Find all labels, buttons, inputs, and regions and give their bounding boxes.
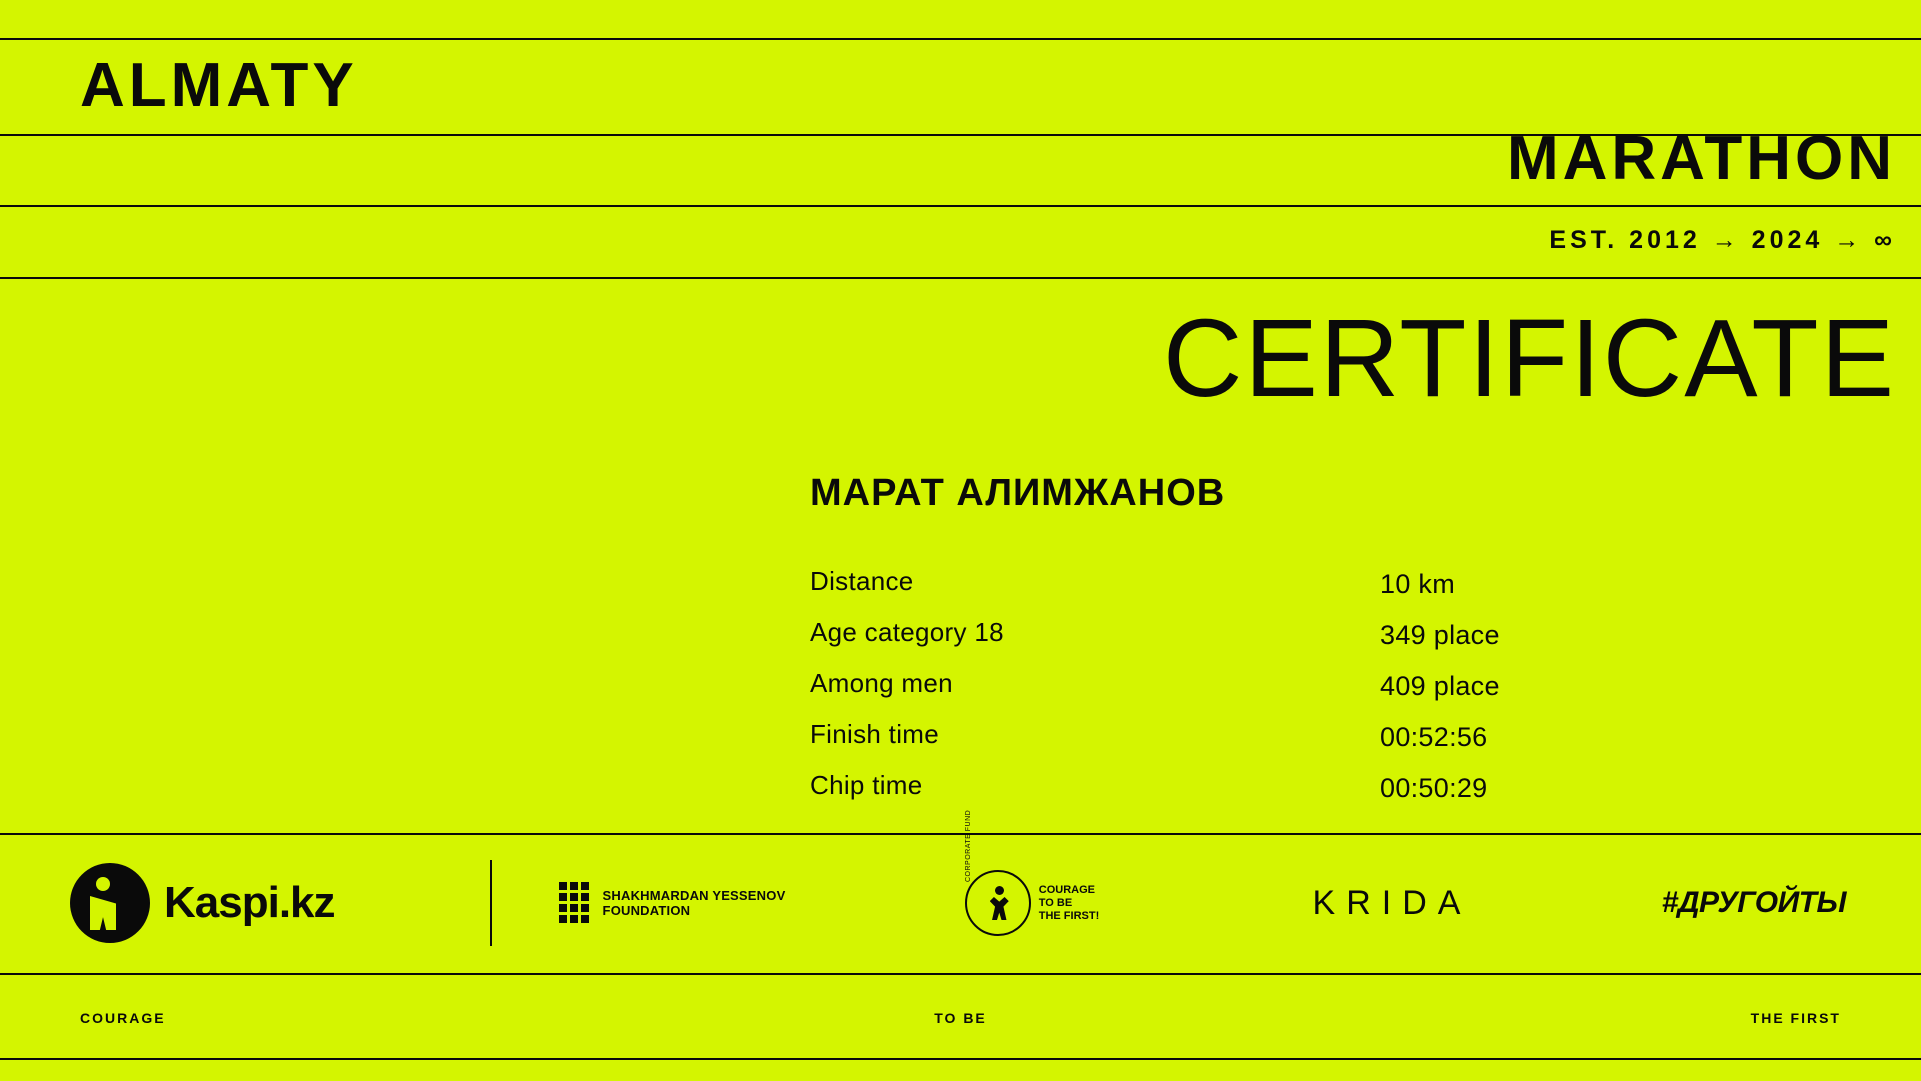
sponsor-yessenov xyxy=(492,833,852,973)
result-label: Age category 18 xyxy=(810,617,1004,647)
corporate-line-3: THE FIRST! xyxy=(1038,909,1100,922)
divider-line xyxy=(0,973,1921,975)
result-value: 00:52:56 xyxy=(1380,722,1488,752)
runner-figure-icon xyxy=(989,886,1009,920)
brand-marathon: MARATHON xyxy=(1506,124,1896,193)
result-value: 349 place xyxy=(1380,620,1500,650)
footer-middle: TO BE xyxy=(934,1010,987,1026)
result-label: Distance xyxy=(810,566,914,596)
yessenov-logo-icon xyxy=(559,882,593,924)
result-value: 409 place xyxy=(1380,671,1500,701)
table-row xyxy=(810,616,1810,667)
result-label: Among men xyxy=(810,668,953,698)
divider-line xyxy=(0,277,1921,279)
corporate-fund-micro-text: CORPORATE FUND xyxy=(964,809,972,882)
sponsor-corporate-label xyxy=(1039,884,1100,923)
yessenov-line-2: FOUNDATION xyxy=(602,903,691,918)
table-row xyxy=(810,718,1810,769)
yessenov-line-1: SHAKHMARDAN YESSENOV xyxy=(602,888,786,903)
corporate-line-2: TO BE xyxy=(1038,896,1073,909)
result-value: 10 km xyxy=(1380,569,1456,599)
divider-line xyxy=(0,1058,1921,1060)
footer-slogan xyxy=(0,1010,1921,1050)
sponsor-krida xyxy=(1212,833,1572,973)
corporate-line-1: COURAGE xyxy=(1038,883,1095,896)
result-label: Chip time xyxy=(810,770,923,800)
sponsor-yessenov-label xyxy=(603,888,786,918)
page-title: CERTIFICATE xyxy=(1163,297,1896,420)
results-table xyxy=(810,565,1810,820)
result-value: 00:50:29 xyxy=(1380,773,1488,803)
divider-line xyxy=(0,205,1921,207)
table-row xyxy=(810,769,1810,820)
footer-left: COURAGE xyxy=(80,1010,166,1026)
footer-right: THE FIRST xyxy=(1750,1010,1841,1026)
divider-line xyxy=(0,38,1921,40)
sponsor-kaspi xyxy=(0,833,490,973)
corporate-fund-logo-icon xyxy=(964,809,1031,936)
table-row xyxy=(810,565,1810,616)
sponsor-kaspi-label: Kaspi.kz xyxy=(164,878,335,927)
sponsor-corporate-fund xyxy=(852,809,1212,973)
athlete-name: МАРАТ АЛИМЖАНОВ xyxy=(810,472,1226,514)
sponsor-drugoity-label: #ДРУГОЙТЫ xyxy=(1661,886,1846,919)
sponsor-krida-label: KRIDA xyxy=(1312,883,1472,922)
sponsor-drugoity xyxy=(1572,833,1921,973)
sponsor-bar xyxy=(0,809,1921,973)
brand-almaty: ALMATY xyxy=(80,51,358,120)
table-row xyxy=(810,667,1810,718)
kaspi-logo-icon xyxy=(70,863,150,943)
result-label: Finish time xyxy=(810,719,939,749)
established-line: EST. 2012 → 2024 → ∞ xyxy=(1549,226,1896,254)
